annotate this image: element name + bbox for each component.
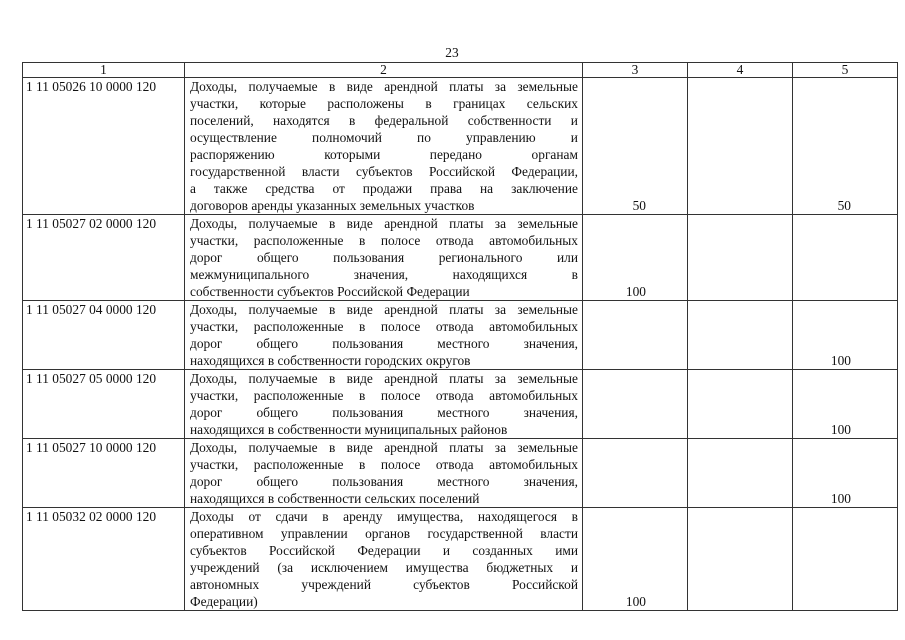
word: в — [358, 233, 366, 248]
word: в — [328, 302, 336, 317]
word: в — [571, 509, 578, 524]
word: власти — [301, 164, 340, 179]
income-description — [185, 78, 583, 215]
word: за — [494, 302, 507, 317]
word: субъектов — [413, 577, 470, 592]
word: общего — [256, 405, 299, 420]
word: учреждений — [301, 577, 371, 592]
word: значения, — [523, 336, 578, 351]
word: заключение — [511, 181, 578, 196]
header-col-1: 1 — [23, 63, 185, 78]
word: оперативном — [190, 526, 264, 541]
word: также — [213, 181, 248, 196]
word: в — [328, 79, 336, 94]
description-line — [190, 215, 578, 232]
word: земельные — [517, 371, 578, 386]
income-code: 1 11 05027 02 0000 120 — [23, 215, 185, 301]
table-row — [23, 508, 898, 611]
word: полосе — [380, 457, 421, 472]
word: Федерации — [357, 543, 421, 558]
description-text: собственности субъектов Российской Федерации — [190, 284, 470, 299]
word: пользования — [332, 405, 404, 420]
word: права — [430, 181, 463, 196]
description-text: Федерации) — [190, 594, 258, 609]
value-col-4 — [688, 78, 793, 215]
word: исключением — [310, 560, 389, 575]
word: органам — [531, 147, 578, 162]
word: арендной — [384, 79, 438, 94]
word: земельные — [517, 79, 578, 94]
word: пользования — [333, 250, 405, 265]
description-text: договоров аренды указанных земельных участков — [190, 198, 475, 213]
word: в — [571, 267, 578, 282]
word: виде — [346, 302, 373, 317]
amount — [646, 422, 687, 437]
value-col-3 — [583, 78, 688, 215]
word: земельные — [517, 302, 578, 317]
word: и — [570, 113, 578, 128]
word: Федерации, — [511, 164, 578, 179]
word: платы — [449, 440, 484, 455]
description-line — [190, 456, 578, 473]
word: местного — [437, 405, 490, 420]
word: на — [480, 181, 494, 196]
word: общего — [256, 250, 299, 265]
word: за — [494, 216, 507, 231]
word: собственности — [467, 113, 552, 128]
word: управлению — [466, 130, 536, 145]
word: отвода — [435, 233, 474, 248]
table-row — [23, 301, 898, 370]
description-line — [190, 78, 578, 95]
income-code: 1 11 05027 05 0000 120 — [23, 370, 185, 439]
word: по — [417, 130, 431, 145]
amount: 100 — [625, 284, 646, 299]
word: местного — [437, 336, 490, 351]
word: межмуниципального — [190, 267, 310, 282]
word: отвода — [435, 319, 474, 334]
value-col-3 — [583, 439, 688, 508]
amount: 50 — [632, 198, 646, 213]
word: отвода — [435, 388, 474, 403]
word: отвода — [435, 457, 474, 472]
value-col-3 — [583, 215, 688, 301]
word: за — [494, 371, 507, 386]
word: поселений, — [190, 113, 254, 128]
description-text: находящихся в собственности городских округов — [190, 353, 471, 368]
word: полосе — [380, 319, 421, 334]
amount — [646, 491, 687, 506]
word: за — [494, 79, 507, 94]
income-description — [185, 301, 583, 370]
description-line — [190, 352, 578, 369]
description-line — [190, 593, 578, 610]
word: бюджетных — [486, 560, 554, 575]
word: в — [349, 113, 356, 128]
description-line — [190, 232, 578, 249]
value-col-4 — [688, 439, 793, 508]
word: распоряжению — [190, 147, 275, 162]
amount: 100 — [830, 422, 851, 437]
word: автомобильных — [489, 233, 578, 248]
word: а — [190, 181, 196, 196]
word: находящихся — [452, 267, 528, 282]
word: пользования — [332, 336, 404, 351]
table-row — [23, 370, 898, 439]
amount — [851, 594, 897, 609]
description-text: находящихся в собственности муниципальных районов — [190, 422, 508, 437]
description-line — [190, 542, 578, 559]
description-line — [190, 283, 578, 300]
word: автомобильных — [489, 457, 578, 472]
table-row — [23, 439, 898, 508]
income-code: 1 11 05027 10 0000 120 — [23, 439, 185, 508]
word: Доходы, — [190, 302, 238, 317]
word: в — [358, 457, 366, 472]
value-col-5 — [793, 215, 898, 301]
word: учреждений — [190, 560, 260, 575]
amount: 50 — [837, 198, 851, 213]
amount — [646, 353, 687, 368]
income-description — [185, 439, 583, 508]
word: значения, — [523, 405, 578, 420]
word: пользования — [332, 474, 404, 489]
word: и — [570, 560, 578, 575]
word: имущества — [405, 560, 469, 575]
word: осуществление — [190, 130, 277, 145]
description-line — [190, 370, 578, 387]
description-line — [190, 318, 578, 335]
word: в — [328, 440, 336, 455]
word: дорог — [190, 474, 223, 489]
value-col-3 — [583, 508, 688, 611]
word: значения, — [523, 474, 578, 489]
description-line — [190, 112, 578, 129]
value-col-3 — [583, 370, 688, 439]
description-line — [190, 146, 578, 163]
value-col-4 — [688, 301, 793, 370]
word: платы — [449, 216, 484, 231]
word: земельные — [517, 216, 578, 231]
income-description — [185, 508, 583, 611]
word: Доходы — [190, 509, 234, 524]
value-col-5 — [793, 78, 898, 215]
word: арендной — [384, 440, 438, 455]
word: сельских — [526, 96, 578, 111]
word: находятся — [273, 113, 330, 128]
description-line — [190, 266, 578, 283]
description-line — [190, 525, 578, 542]
word: полосе — [380, 233, 421, 248]
value-col-5 — [793, 301, 898, 370]
word: субъектов — [190, 543, 247, 558]
income-code: 1 11 05026 10 0000 120 — [23, 78, 185, 215]
word: государственной — [427, 526, 523, 541]
word: значения, — [353, 267, 409, 282]
value-col-4 — [688, 370, 793, 439]
word: в — [425, 96, 432, 111]
word: участки, — [190, 319, 239, 334]
word: получаемые — [248, 79, 318, 94]
description-line — [190, 508, 578, 525]
description-line — [190, 95, 578, 112]
word: Доходы, — [190, 79, 238, 94]
word: расположенные — [253, 319, 344, 334]
word: за — [494, 440, 507, 455]
description-line — [190, 559, 578, 576]
word: земельные — [517, 440, 578, 455]
word: от — [248, 509, 261, 524]
description-line — [190, 335, 578, 352]
word: власти — [540, 526, 578, 541]
word: общего — [256, 474, 299, 489]
word: в — [328, 216, 336, 231]
income-code: 1 11 05032 02 0000 120 — [23, 508, 185, 611]
word: полосе — [380, 388, 421, 403]
word: полномочий — [312, 130, 382, 145]
value-col-5 — [793, 370, 898, 439]
amount: 100 — [830, 353, 851, 368]
word: границах — [453, 96, 506, 111]
word: арендной — [384, 216, 438, 231]
word: получаемые — [248, 440, 318, 455]
word: местного — [437, 474, 490, 489]
word: расположены — [327, 96, 404, 111]
word: продажи — [362, 181, 413, 196]
word: регионального — [438, 250, 523, 265]
word: участки, — [190, 96, 239, 111]
word: федеральной — [374, 113, 449, 128]
word: арендной — [384, 371, 438, 386]
header-col-4: 4 — [688, 63, 793, 78]
word: виде — [346, 371, 373, 386]
value-col-3 — [583, 301, 688, 370]
word: передано — [429, 147, 482, 162]
word: государственной — [190, 164, 286, 179]
table-header-row — [23, 63, 898, 78]
word: в — [328, 371, 336, 386]
word: средства — [265, 181, 315, 196]
word: в — [322, 509, 329, 524]
page-number: 23 — [445, 45, 459, 60]
word: или — [556, 250, 578, 265]
word: Доходы, — [190, 440, 238, 455]
word: виде — [346, 79, 373, 94]
word: Российской — [268, 543, 335, 558]
amount — [851, 284, 897, 299]
description-line — [190, 129, 578, 146]
word: и — [570, 130, 578, 145]
word: ими — [555, 543, 578, 558]
word: имущества, — [397, 509, 464, 524]
word: общего — [256, 336, 299, 351]
word: которыми — [324, 147, 381, 162]
header-col-3: 3 — [583, 63, 688, 78]
income-description — [185, 370, 583, 439]
header-col-2: 2 — [185, 63, 583, 78]
word: виде — [346, 216, 373, 231]
word: участки, — [190, 388, 239, 403]
word: автономных — [190, 577, 260, 592]
income-code: 1 11 05027 04 0000 120 — [23, 301, 185, 370]
word: (за — [277, 560, 294, 575]
value-col-5 — [793, 508, 898, 611]
amount: 100 — [830, 491, 851, 506]
word: созданных — [472, 543, 533, 558]
word: управлении — [280, 526, 348, 541]
word: в — [358, 319, 366, 334]
word: дорог — [190, 405, 223, 420]
word: участки, — [190, 233, 239, 248]
word: которые — [259, 96, 306, 111]
word: получаемые — [248, 302, 318, 317]
amount: 100 — [625, 594, 646, 609]
word: автомобильных — [489, 319, 578, 334]
word: получаемые — [248, 216, 318, 231]
word: расположенные — [253, 233, 344, 248]
word: получаемые — [248, 371, 318, 386]
description-line — [190, 421, 578, 438]
word: дорог — [190, 250, 223, 265]
word: арендной — [384, 302, 438, 317]
description-line — [190, 301, 578, 318]
description-line — [190, 180, 578, 197]
word: в — [358, 388, 366, 403]
word: платы — [449, 302, 484, 317]
word: аренду — [343, 509, 383, 524]
description-line — [190, 249, 578, 266]
word: платы — [449, 79, 484, 94]
word: сдачи — [275, 509, 308, 524]
income-description — [185, 215, 583, 301]
word: от — [332, 181, 345, 196]
word: автомобильных — [489, 388, 578, 403]
word: Доходы, — [190, 216, 238, 231]
description-line — [190, 404, 578, 421]
description-text: находящихся в собственности сельских поселений — [190, 491, 480, 506]
word: дорог — [190, 336, 223, 351]
word: расположенные — [253, 457, 344, 472]
word: находящегося — [477, 509, 557, 524]
value-col-5 — [793, 439, 898, 508]
description-line — [190, 490, 578, 507]
word: Российской — [429, 164, 495, 179]
revenue-table — [22, 62, 898, 611]
word: органов — [365, 526, 411, 541]
word: Доходы, — [190, 371, 238, 386]
word: Российской — [512, 577, 578, 592]
word: платы — [449, 371, 484, 386]
value-col-4 — [688, 508, 793, 611]
word: участки, — [190, 457, 239, 472]
table-row — [23, 78, 898, 215]
word: расположенные — [253, 388, 344, 403]
description-line — [190, 439, 578, 456]
description-line — [190, 163, 578, 180]
word: и — [442, 543, 451, 558]
description-line — [190, 197, 578, 214]
table-row — [23, 215, 898, 301]
header-col-5: 5 — [793, 63, 898, 78]
description-line — [190, 473, 578, 490]
value-col-4 — [688, 215, 793, 301]
description-line — [190, 387, 578, 404]
word: субъектов — [355, 164, 413, 179]
description-line — [190, 576, 578, 593]
word: виде — [346, 440, 373, 455]
